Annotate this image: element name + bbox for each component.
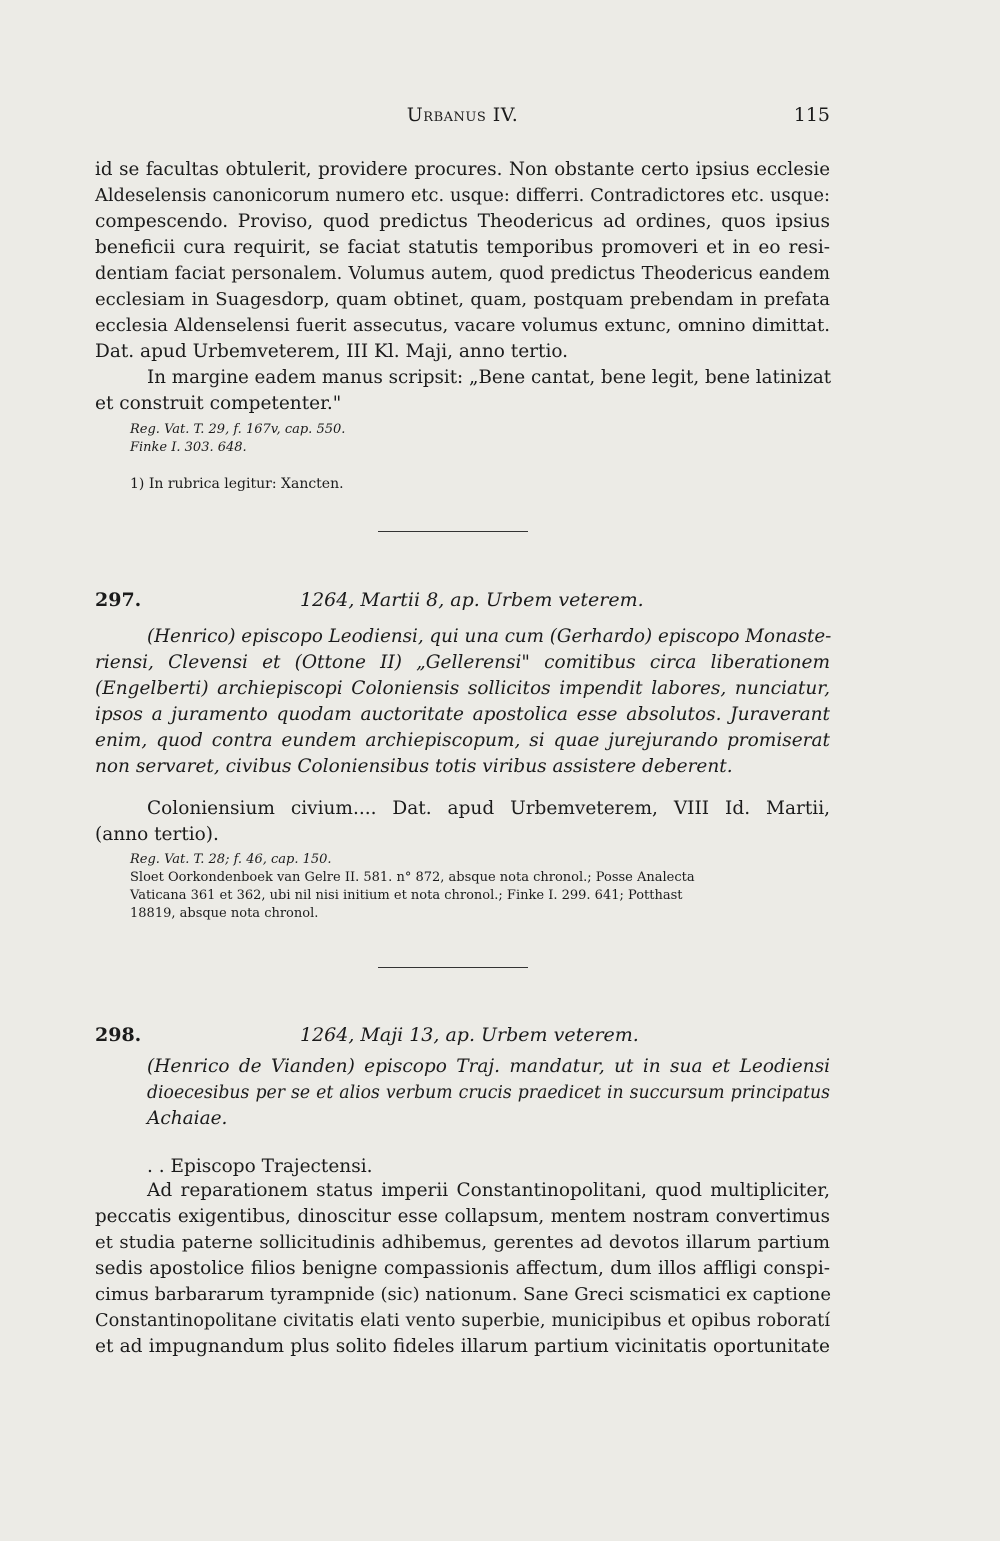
text-line: (anno tertio).	[95, 824, 219, 845]
text-line: Achaiae.	[147, 1108, 228, 1129]
text-line: (Henrico) episcopo Leodiensi, qui una cum (Gerhardo) episcopo Monaste-	[147, 626, 832, 647]
text-line: peccatis exigentibus, dinoscitur esse collapsum, mentem nostram convertimus	[95, 1206, 830, 1227]
reference: 18819, absque nota chronol.	[130, 906, 319, 921]
text-line: compescendo. Proviso, quod predictus Theodericus ad ordines, quos ipsius	[95, 211, 830, 232]
text-line: dentiam faciat personalem. Volumus autem, quod predictus Theodericus eandem	[95, 264, 830, 284]
reference: Reg. Vat. T. 29, f. 167v, cap. 550.	[130, 422, 346, 437]
text-line: id se facultas obtulerit, providere procures. Non obstante certo ipsius ecclesie	[95, 159, 830, 180]
reference: Reg. Vat. T. 28; f. 46, cap. 150.	[130, 852, 332, 867]
margin-note	[95, 365, 830, 417]
text-line: riensi, Clevensi et (Ottone II) „Gellerensi" comitibus circa liberationem	[95, 652, 830, 673]
document-number: 298.	[95, 1024, 142, 1046]
text-line: Dat. apud Urbemveterem, III Kl. Maji, anno tertio.	[95, 341, 569, 362]
document-date: 1264, Maji 13, ap. Urbem veterem.	[300, 1024, 639, 1046]
text-line: et ad impugnandum plus solito fideles illarum partium vicinitatis oportunitate	[95, 1336, 830, 1357]
reference: Vaticana 361 et 362, ubi nil nisi initium et nota chronol.; Finke I. 299. 641; Potthast	[130, 888, 683, 903]
text-line: Aldeselensis canonicorum numero etc. usque: differri. Contradictores etc. usque:	[95, 186, 830, 206]
text-line: sedis apostolice filios benigne compassionis affectum, dum illos affligi conspi-	[95, 1258, 830, 1279]
text-line: In margine eadem manus scripsit: „Bene cantat, bene legit, bene latinizat	[147, 367, 832, 388]
reference: Finke I. 303. 648.	[130, 440, 247, 455]
text-line: Coloniensium civium.... Dat. apud Urbemveterem, VIII Id. Martii,	[147, 798, 830, 819]
text-line: Ad reparationem status imperii Constantinopolitani, quod multipliciter,	[147, 1180, 830, 1201]
running-title: Urbanus IV.	[406, 104, 519, 126]
text-line: et studia paterne sollicitudinis adhibemus, gerentes ad devotos illarum partium	[95, 1232, 830, 1253]
text-line: Constantinopolitane civitatis elati vento superbie, municipibus et opibus roboratí	[95, 1311, 830, 1331]
document-summary-297	[95, 624, 830, 780]
text-line: ecclesia Aldenselensi fuerit assecutus, vacare volumus extunc, omnino dimittat.	[95, 315, 830, 336]
text-line: (Henrico de Vianden) episcopo Traj. mandatur, ut in sua et Leodiensi	[147, 1056, 830, 1077]
paragraph-continuation	[95, 157, 830, 365]
document-number: 297.	[95, 589, 142, 611]
section-divider	[378, 531, 528, 532]
text-line: . . Episcopo Trajectensi.	[147, 1156, 373, 1177]
footnote: 1) In rubrica legitur: Xancten.	[130, 476, 344, 492]
document-address-298	[95, 1154, 830, 1180]
text-line: beneficii cura requirit, se faciat statutis temporibus promoveri et in eo resi-	[95, 237, 830, 258]
document-text-298	[95, 1178, 830, 1360]
running-header	[95, 104, 830, 132]
text-line: ecclesiam in Suagesdorp, quam obtinet, quam, postquam prebendam in prefata	[95, 289, 830, 310]
reference: Sloet Oorkondenboek van Gelre II. 581. n° 872, absque nota chronol.; Posse Analecta	[130, 870, 695, 885]
text-line: dioecesibus per se et alios verbum crucis praedicet in succursum principatus	[147, 1083, 830, 1103]
text-line: (Engelberti) archiepiscopi Coloniensis sollicitos impendit labores, nunciatur,	[95, 678, 830, 699]
text-line: et construit competenter."	[95, 393, 342, 414]
reference-list	[95, 421, 865, 457]
document-summary-298	[95, 1054, 830, 1132]
document-text-297	[95, 796, 830, 848]
page-number: 115	[793, 104, 830, 126]
section-divider	[378, 967, 528, 968]
reference-list-297	[95, 851, 865, 923]
document-date: 1264, Martii 8, ap. Urbem veterem.	[300, 589, 644, 611]
text-line: non servaret, civibus Coloniensibus totis viribus assistere deberent.	[95, 756, 733, 777]
text-line: enim, quod contra eundem archiepiscopum, si quae jurejurando promiserat	[95, 730, 830, 751]
text-line: ipsos a juramento quodam auctoritate apostolica esse absolutos. Juraverant	[95, 704, 830, 725]
text-line: cimus barbararum tyrampnide (sic) nationum. Sane Greci scismatici ex captione	[95, 1284, 831, 1305]
